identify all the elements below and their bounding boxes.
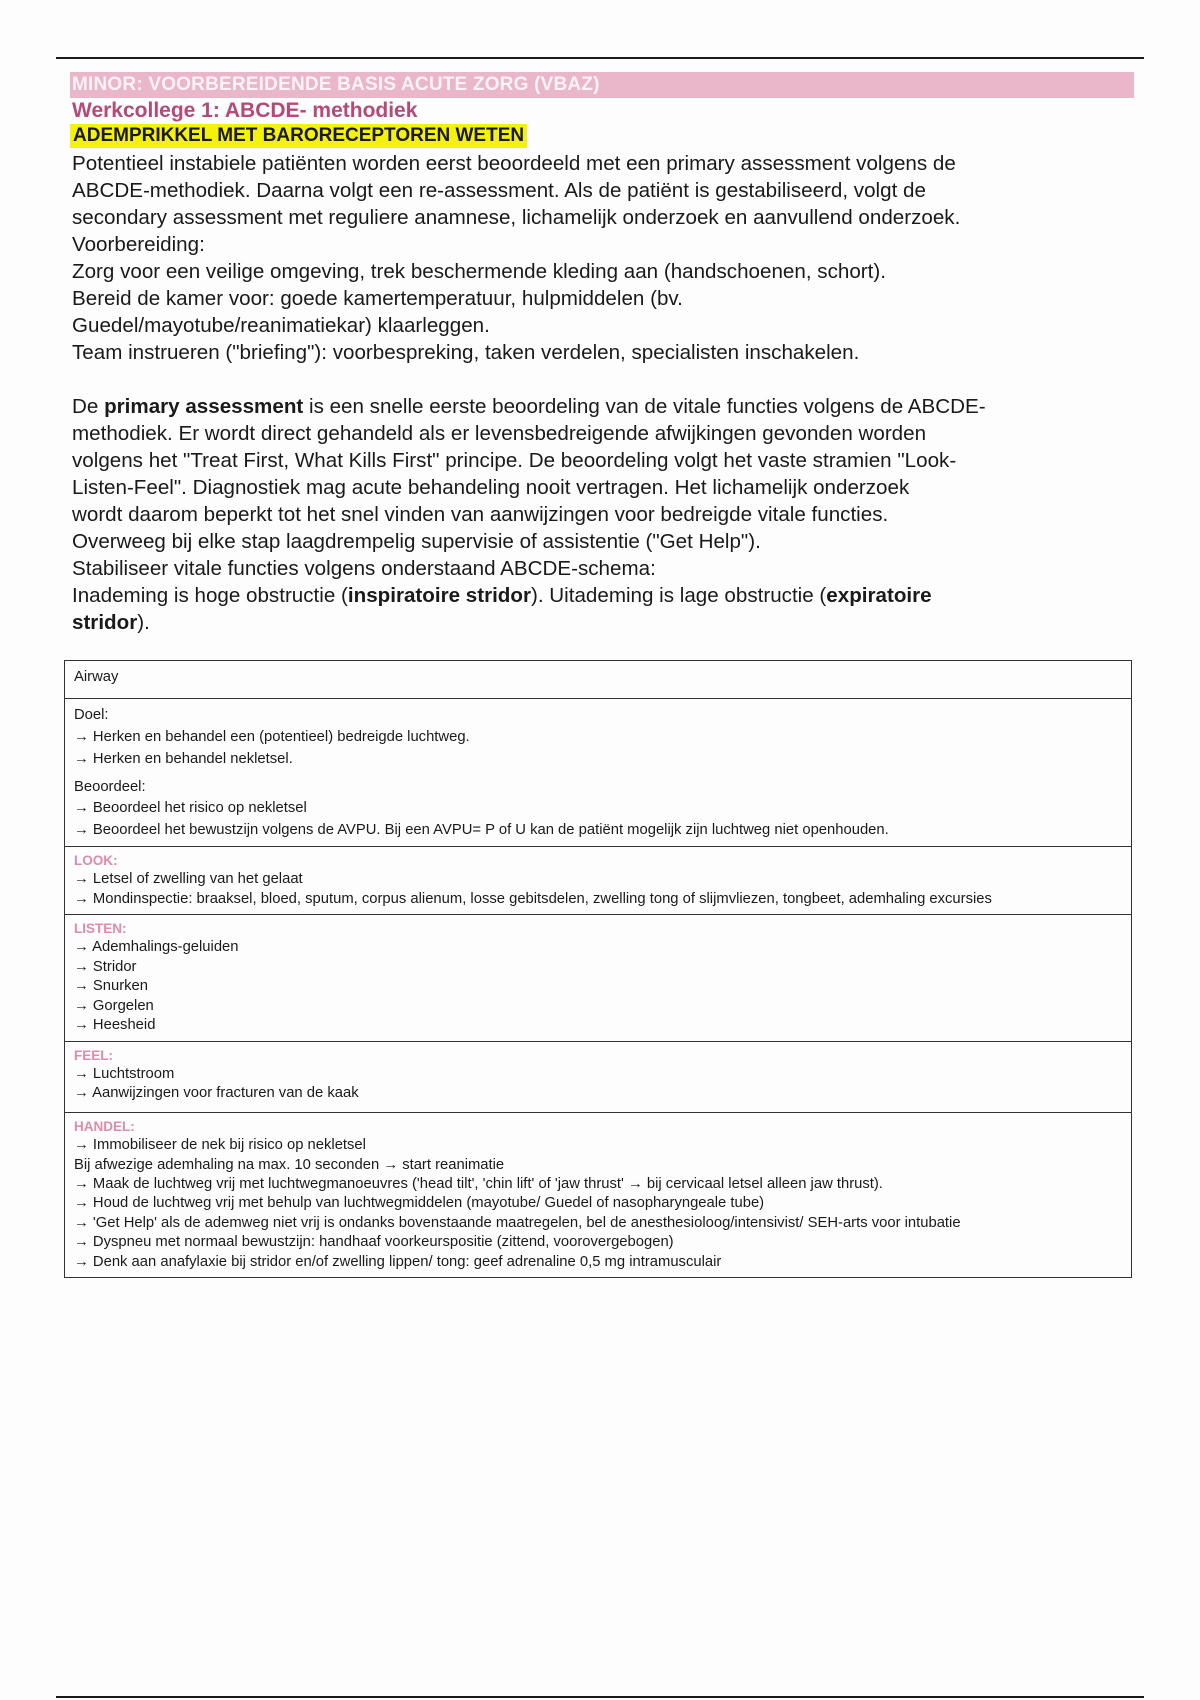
listen-cell [65, 914, 1131, 1040]
intro-line: ABCDE-methodiek. Daarna volgt een re-assessment. Als de patiënt is gestabiliseerd, volgt de [72, 179, 926, 202]
list-item: → Beoordeel het bewustzijn volgens de AVPU. Bij een AVPU= P of U kan de patiënt mogelijk zijn luchtweg niet openhouden. [74, 822, 889, 839]
list-item: → Letsel of zwelling van het gelaat [74, 871, 303, 888]
list-item: → Herken en behandel een (potentieel) bedreigde luchtweg. [74, 728, 470, 745]
list-item: → Maak de luchtweg vrij met luchtwegmanoeuvres ('head tilt', 'chin lift' of 'jaw thrust' → bij cervicaal letsel alleen jaw thrust). [74, 1175, 883, 1192]
header-rule [56, 57, 1144, 59]
list-item: → Denk aan anafylaxie bij stridor en/of zwelling lippen/ tong: geef adrenaline 0,5 mg intramusculair [74, 1253, 722, 1270]
list-item: → Heesheid [74, 1017, 156, 1034]
intro-line: Bereid de kamer voor: goede kamertemperatuur, hulpmiddelen (bv. [72, 287, 683, 310]
minor-banner: MINOR: VOORBEREIDENDE BASIS ACUTE ZORG (VBAZ) [70, 72, 1134, 98]
paragraph-line: wordt daarom beperkt tot het snel vinden van aanwijzingen voor bedreigde vitale functies. [72, 503, 889, 526]
paragraph-line: volgens het "Treat First, What Kills First" principe. De beoordeling volgt het vaste stramien "Look- [72, 449, 957, 472]
paragraph-line: Listen-Feel". Diagnostiek mag acute behandeling nooit vertragen. Het lichamelijk onderzoek [72, 476, 910, 499]
list-item: → Beoordeel het risico op nekletsel [74, 800, 307, 817]
listen-label: LISTEN: [74, 921, 127, 937]
highlighted-note: ADEMPRIKKEL MET BARORECEPTOREN WETEN [70, 124, 527, 148]
beoordeel-label: Beoordeel: [74, 778, 146, 795]
look-cell [65, 846, 1131, 914]
list-item: → Dyspneu met normaal bewustzijn: handhaaf voorkeurspositie (zittend, voorovergebogen) [74, 1234, 674, 1251]
list-item: → Gorgelen [74, 997, 154, 1014]
document-body [72, 72, 1132, 636]
paragraph-line: methodiek. Er wordt direct gehandeld als er levensbedreigende afwijkingen gevonden worden [72, 422, 927, 445]
lecture-title: Werkcollege 1: ABCDE- methodiek [72, 99, 418, 122]
paragraph-line: Stabiliseer vitale functies volgens onderstaand ABCDE-schema: [72, 557, 656, 580]
stridor-line: Inademing is hoge obstructie (inspiratoire stridor). Uitademing is lage obstructie (expiratoire [72, 584, 932, 607]
list-item: → Stridor [74, 958, 137, 975]
list-item: → 'Get Help' als de ademweg niet vrij is ondanks bovenstaande maatregelen, bel de anesthesioloog/intensivist/ SEH-arts voor intubatie [74, 1214, 961, 1231]
intro-line: Voorbereiding: [72, 233, 205, 256]
look-label: LOOK: [74, 852, 118, 868]
intro-line: Zorg voor een veilige omgeving, trek beschermende kleding aan (handschoenen, schort). [72, 260, 886, 283]
list-item: → Aanwijzingen voor fracturen van de kaak [74, 1085, 359, 1102]
list-item: → Ademhalings-geluiden [74, 939, 239, 956]
list-item: → Mondinspectie: braaksel, bloed, sputum, corpus alienum, losse gebitsdelen, zwelling tong of slijmvliezen, tongbeet, ademhaling excursies [74, 890, 992, 907]
doel-label: Doel: [74, 707, 109, 724]
feel-cell [65, 1041, 1131, 1112]
list-item: → Houd de luchtweg vrij met behulp van luchtwegmiddelen (mayotube/ Guedel of nasopharyngeale tube) [74, 1195, 765, 1212]
primary-assessment-line: De primary assessment is een snelle eerste beoordeling van de vitale functies volgens de ABCDE- [72, 395, 986, 418]
footer-rule [56, 1696, 1144, 1698]
intro-line: Team instrueren ("briefing"): voorbespreking, taken verdelen, specialisten inschakelen. [72, 341, 860, 364]
handel-cell [65, 1112, 1131, 1277]
stridor-line-end: stridor). [72, 611, 150, 634]
list-item: → Immobiliseer de nek bij risico op nekletsel [74, 1137, 366, 1154]
list-item: → Luchtstroom [74, 1065, 175, 1082]
handel-label: HANDEL: [74, 1118, 135, 1134]
list-item: → Herken en behandel nekletsel. [74, 751, 293, 768]
table-header-airway: Airway [74, 669, 119, 685]
feel-label: FEEL: [74, 1047, 113, 1063]
intro-paragraph [72, 150, 1132, 636]
intro-line: Guedel/mayotube/reanimatiekar) klaarleggen. [72, 314, 490, 337]
list-item: → Snurken [74, 978, 149, 995]
doel-beoordeel-cell [65, 698, 1131, 845]
airway-table [64, 660, 1132, 1278]
intro-line: Potentieel instabiele patiënten worden eerst beoordeeld met een primary assessment volgens de [72, 152, 956, 175]
paragraph-line: Overweeg bij elke stap laagdrempelig supervisie of assistentie ("Get Help"). [72, 530, 761, 553]
intro-line: secondary assessment met reguliere anamnese, lichamelijk onderzoek en aanvullend onderzoek. [72, 206, 961, 229]
list-item: Bij afwezige ademhaling na max. 10 seconden → start reanimatie [74, 1156, 505, 1173]
